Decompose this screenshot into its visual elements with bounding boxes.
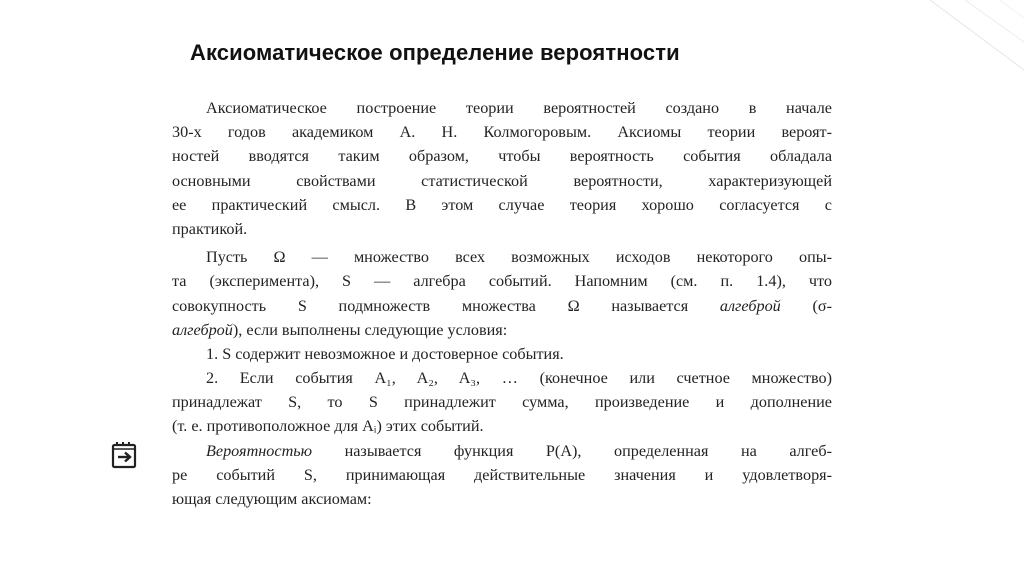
term-probability: Вероятностью (206, 441, 313, 460)
condition-1: 1. S содержит невозможное и достоверное события. (206, 344, 564, 363)
paragraph-2-line-4 (172, 318, 832, 342)
paragraph-1-line-6: практикой. (172, 219, 248, 238)
paragraph-2-line-2: та (эксперимента), S — алгебра событий. Напомним (см. п. 1.4), что (172, 272, 832, 291)
paragraph-1-line-3: ностей вводятся таким образом, чтобы вероятность события обладала (172, 147, 832, 166)
paragraph-2-line-3 (172, 294, 832, 318)
paragraph-1-line-5: ее практический смысл. В этом случае теория хорошо согласуется с (172, 195, 832, 214)
paragraph-1-line-1: Аксиоматическое построение теории вероятностей создано в начале (206, 99, 832, 117)
term-algebra: алгеброй (719, 296, 781, 315)
paragraph-3-line-1-text: называется функция P(A), определенная на алгеб- (312, 441, 832, 460)
paragraph-3-line-1 (172, 439, 832, 463)
paragraph-3-line-2: ре событий S, принимающая действительные значения и удовлетворя- (172, 465, 832, 484)
slide-title: Аксиоматическое определение вероятности (190, 40, 680, 65)
paragraph-2-line-3-text: совокупность S подмножеств множества Ω называется (172, 296, 720, 315)
paragraph-2-line-1: Пусть Ω — множество всех возможных исходов некоторого опы- (206, 248, 832, 267)
condition-2-line-1: 2. Если события A₁, A₂, A₃, … (конечное или счетное множество) (206, 369, 832, 388)
paragraph-1-line-2: 30-х годов академиком А. Н. Колмогоровым. Аксиомы теории вероят- (172, 123, 832, 142)
condition-2-line-2: принадлежат S, то S принадлежит сумма, произведение и дополнение (172, 393, 832, 412)
paragraph-1-line-4: основными свойствами статистической вероятности, характеризующей (172, 171, 832, 190)
enumerate-icon[interactable] (110, 440, 140, 470)
scanned-text-block (172, 96, 832, 511)
condition-2-line-3: (т. е. противоположное для Aᵢ) этих событий. (172, 417, 484, 436)
paragraph-3-line-3: ющая следующим аксиомам: (172, 490, 372, 508)
paragraph-2-line-3-end: (σ- (780, 296, 832, 315)
term-sigma-algebra: алгеброй (172, 320, 233, 339)
paragraph-2-line-4-text: ), если выполнены следующие условия: (232, 320, 508, 339)
